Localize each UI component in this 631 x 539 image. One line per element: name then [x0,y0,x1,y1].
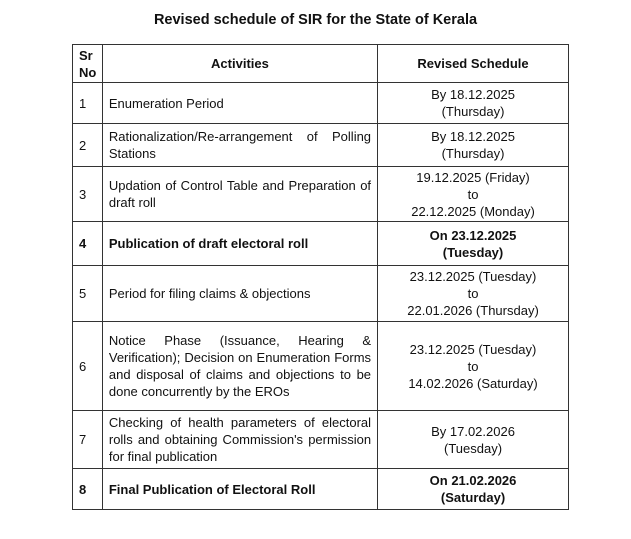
table-row [73,469,569,510]
schedule-line: 14.02.2026 (Saturday) [408,375,538,391]
table-row [73,222,569,266]
schedule-line: By 17.02.2026 [431,423,515,439]
table-row [73,411,569,469]
schedule-line: 23.12.2025 (Tuesday) [409,341,537,357]
table-row [73,322,569,411]
header-sr-line2: No [79,64,97,80]
row-schedule [378,83,569,124]
row-sr: 6 [73,322,103,411]
schedule-line: (Tuesday) [442,244,504,260]
row-schedule [378,411,569,469]
schedule-line: 22.01.2026 (Thursday) [407,303,539,318]
header-activities: Activities [102,45,377,83]
header-sr-no [73,45,103,83]
row-sr: 3 [73,167,103,222]
row-sr: 4 [73,222,103,266]
schedule-line: (Saturday) [440,490,506,505]
schedule-line: to [467,358,479,374]
schedule-line: On 23.12.2025 [429,227,517,243]
table-row [73,124,569,167]
row-sr: 2 [73,124,103,167]
header-revised-schedule: Revised Schedule [378,45,569,83]
schedule-line: to [467,186,479,202]
table-header-row [73,45,569,83]
schedule-table [72,44,569,510]
row-schedule [378,167,569,222]
row-activity: Updation of Control Table and Preparation of draft roll [102,167,377,222]
row-sr: 8 [73,469,103,510]
row-schedule [378,124,569,167]
schedule-line: 19.12.2025 (Friday) [416,169,530,185]
header-sr-line1: Sr [79,47,93,63]
row-schedule [378,322,569,411]
row-sr: 1 [73,83,103,124]
row-activity: Period for filing claims & objections [102,266,377,322]
row-schedule [378,469,569,510]
schedule-line: (Tuesday) [444,440,503,456]
schedule-line: By 18.12.2025 [431,87,515,102]
row-sr: 7 [73,411,103,469]
page-title: Revised schedule of SIR for the State of Kerala [153,12,478,28]
row-activity: Publication of draft electoral roll [102,222,377,266]
row-sr: 5 [73,266,103,322]
row-activity: Checking of health parameters of electoral rolls and obtaining Commission's permission for final publication [102,411,377,469]
schedule-line: (Thursday) [441,104,505,119]
schedule-line: (Thursday) [441,146,505,161]
schedule-line: 23.12.2025 (Tuesday) [409,269,537,284]
schedule-line: On 21.02.2026 [429,473,517,488]
row-activity: Notice Phase (Issuance, Hearing & Verification); Decision on Enumeration Forms and disposal of claims and objections to be done concurrently by the EROs [102,322,377,411]
row-activity: Enumeration Period [102,83,377,124]
row-schedule [378,266,569,322]
schedule-line: to [467,286,479,301]
schedule-line: By 18.12.2025 [431,129,515,144]
table-row [73,266,569,322]
row-activity: Rationalization/Re-arrangement of Polling Stations [102,124,377,167]
row-schedule [378,222,569,266]
table-row [73,83,569,124]
schedule-line: 22.12.2025 (Monday) [411,203,535,219]
table-row [73,167,569,222]
row-activity: Final Publication of Electoral Roll [102,469,377,510]
